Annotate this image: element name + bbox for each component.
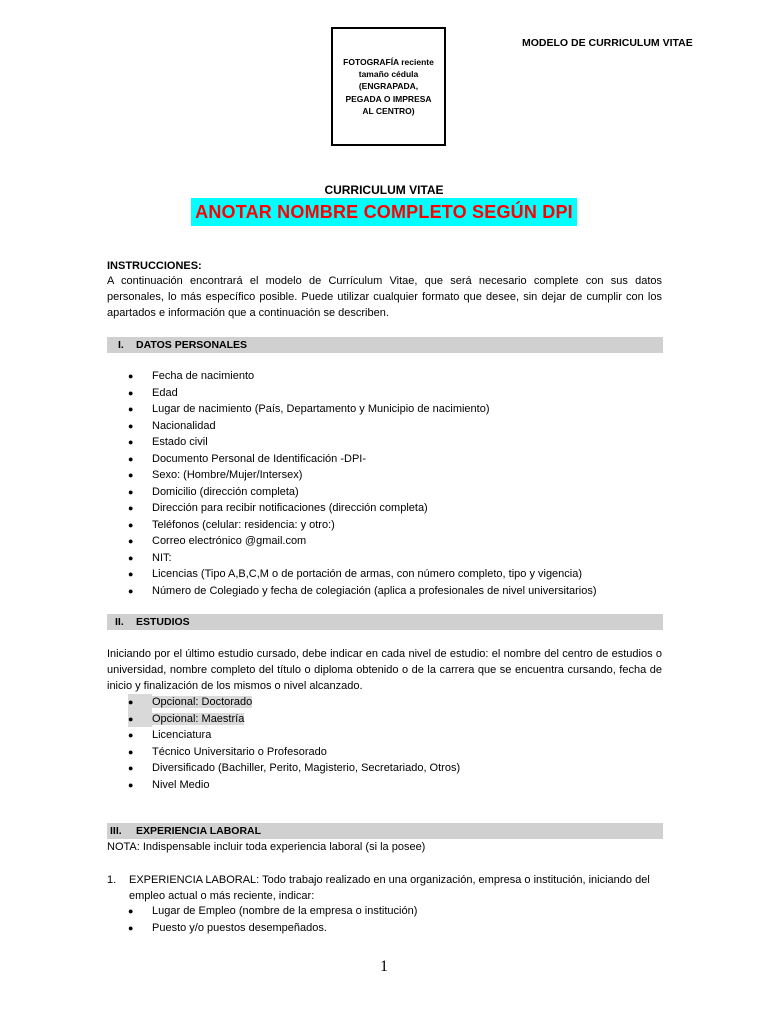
- bullet-icon: ●: [128, 906, 134, 916]
- list-item-text: Correo electrónico @gmail.com: [152, 535, 307, 547]
- item-number: 1.: [107, 874, 117, 886]
- section-experience-header: [107, 823, 663, 839]
- list-item-text: Diversificado (Bachiller, Perito, Magisterio, Secretariado, Otros): [152, 762, 461, 774]
- list-item-text: Opcional: Maestría: [152, 712, 245, 725]
- bullet-icon: ●: [128, 536, 134, 546]
- list-item: [128, 920, 417, 937]
- experience-list: [128, 903, 417, 936]
- list-item-text: Domicilio (dirección completa): [152, 485, 299, 498]
- instructions-heading: INSTRUCCIONES:: [107, 260, 202, 272]
- bullet-icon: ●: [128, 503, 134, 513]
- bullet-icon: ●: [128, 404, 134, 414]
- list-item-text: NIT:: [152, 551, 172, 564]
- list-item: [128, 566, 597, 583]
- bullet-icon: ●: [128, 453, 134, 464]
- list-item-text: Teléfonos (celular: residencia: y otro:): [152, 518, 335, 531]
- section-personal-header: [107, 337, 663, 353]
- list-item: [128, 451, 597, 468]
- list-item-text: Nacionalidad: [152, 419, 216, 432]
- bullet-icon: ●: [128, 470, 134, 480]
- section-studies-header: [107, 614, 663, 630]
- list-item: [128, 418, 597, 435]
- list-item-text: Licenciatura: [152, 729, 212, 741]
- section-title: EXPERIENCIA LABORAL: [136, 825, 262, 837]
- list-item-text: Documento Personal de Identificación -DPI-: [152, 452, 366, 465]
- section-title: DATOS PERSONALES: [136, 339, 248, 351]
- bullet-icon: ●: [128, 519, 134, 530]
- list-item-text: Técnico Universitario o Profesorado: [152, 745, 327, 758]
- list-item: [128, 500, 597, 517]
- section-title: ESTUDIOS: [136, 616, 190, 628]
- instructions-text: A continuación encontrará el modelo de Currículum Vitae, que será necesario complete con sus datos personales, lo más específico posible. Puede utilizar cualquier formato que desee, sin dejar de cumplir con los apartados e información que a continuación se describen.: [107, 275, 662, 319]
- bullet-icon: ●: [128, 569, 134, 579]
- bullet-icon: ●: [128, 552, 134, 563]
- bullet-icon: ●: [128, 922, 134, 933]
- list-item: [128, 744, 460, 761]
- list-item-text: Opcional: Doctorado: [152, 696, 253, 708]
- list-item: [128, 517, 597, 534]
- list-item-text: Fecha de nacimiento: [152, 370, 255, 382]
- name-placeholder: ANOTAR NOMBRE COMPLETO SEGÚN DPI: [191, 198, 577, 226]
- name-placeholder-wrap: [0, 198, 768, 226]
- list-item-text: Edad: [152, 386, 178, 399]
- bullet-icon: ●: [128, 779, 134, 790]
- list-item: [128, 583, 597, 600]
- list-item-text: Número de Colegiado y fecha de colegiación (aplica a profesionales de nivel universitarios): [152, 584, 597, 597]
- personal-data-list: [128, 368, 597, 599]
- bullet-icon: ●: [128, 486, 134, 497]
- bullet-icon: ●: [128, 730, 134, 740]
- list-item-text: Dirección para recibir notificaciones (dirección completa): [152, 502, 428, 514]
- bullet-icon: ●: [128, 763, 134, 773]
- list-item: [128, 777, 460, 794]
- section-number: I.: [118, 339, 124, 351]
- bullet-icon: ●: [128, 420, 134, 431]
- list-item: [128, 550, 597, 567]
- list-item: [128, 401, 597, 418]
- list-item: [128, 385, 597, 402]
- list-item: [128, 434, 597, 451]
- bullet-icon: ●: [128, 437, 134, 447]
- list-item: [128, 727, 460, 744]
- list-item-text: Puesto y/o puestos desempeñados.: [152, 921, 327, 934]
- list-item: [128, 533, 597, 550]
- cv-title: CURRICULUM VITAE: [324, 183, 444, 197]
- item-text: EXPERIENCIA LABORAL: Todo trabajo realizado en una organización, empresa o institución, iniciando del empleo actual o más reciente, indicar:: [129, 874, 650, 902]
- section-number: III.: [110, 825, 122, 837]
- list-item-text: Lugar de nacimiento (País, Departamento y Municipio de nacimiento): [152, 403, 490, 415]
- list-item-text: Lugar de Empleo (nombre de la empresa o institución): [152, 905, 418, 917]
- list-item: [128, 467, 597, 484]
- section-number: II.: [115, 616, 124, 628]
- bullet-icon: ●: [128, 585, 134, 596]
- list-item-text: Sexo: (Hombre/Mujer/Intersex): [152, 469, 303, 481]
- bullet-icon: ●: [128, 387, 134, 398]
- list-item-text: Estado civil: [152, 436, 208, 448]
- list-item: [128, 711, 460, 728]
- experience-note: NOTA: Indispensable incluir toda experiencia laboral (si la posee): [107, 841, 426, 853]
- list-item: [128, 694, 460, 711]
- list-item: [128, 760, 460, 777]
- bullet-icon: ●: [128, 371, 134, 381]
- list-item-text: Licencias (Tipo A,B,C,M o de portación de armas, con número completo, tipo y vigencia): [152, 568, 583, 580]
- photo-placeholder-box: [331, 27, 446, 146]
- bullet-icon: ●: [128, 746, 134, 757]
- list-item-text: Nivel Medio: [152, 778, 210, 791]
- studies-intro: Iniciando por el último estudio cursado, debe indicar en cada nivel de estudio: el nombre del centro de estudios o universidad, nombre completo del título o diploma obtenido o de la carrera que se encuentra cursando, fecha de inicio y finalización de los mismos o nivel alcanzado.: [107, 648, 662, 692]
- document-header-label: MODELO DE CURRICULUM VITAE: [522, 37, 693, 49]
- bullet-icon: ●: [128, 694, 152, 711]
- studies-list: [128, 694, 460, 793]
- list-item: [128, 368, 597, 385]
- list-item: [128, 903, 417, 920]
- photo-instructions: FOTOGRAFÍA reciente tamaño cédula (ENGRAPADA, PEGADA O IMPRESA AL CENTRO): [343, 56, 434, 116]
- bullet-icon: ●: [128, 711, 152, 728]
- page-number: 1: [380, 958, 388, 975]
- list-item: [128, 484, 597, 501]
